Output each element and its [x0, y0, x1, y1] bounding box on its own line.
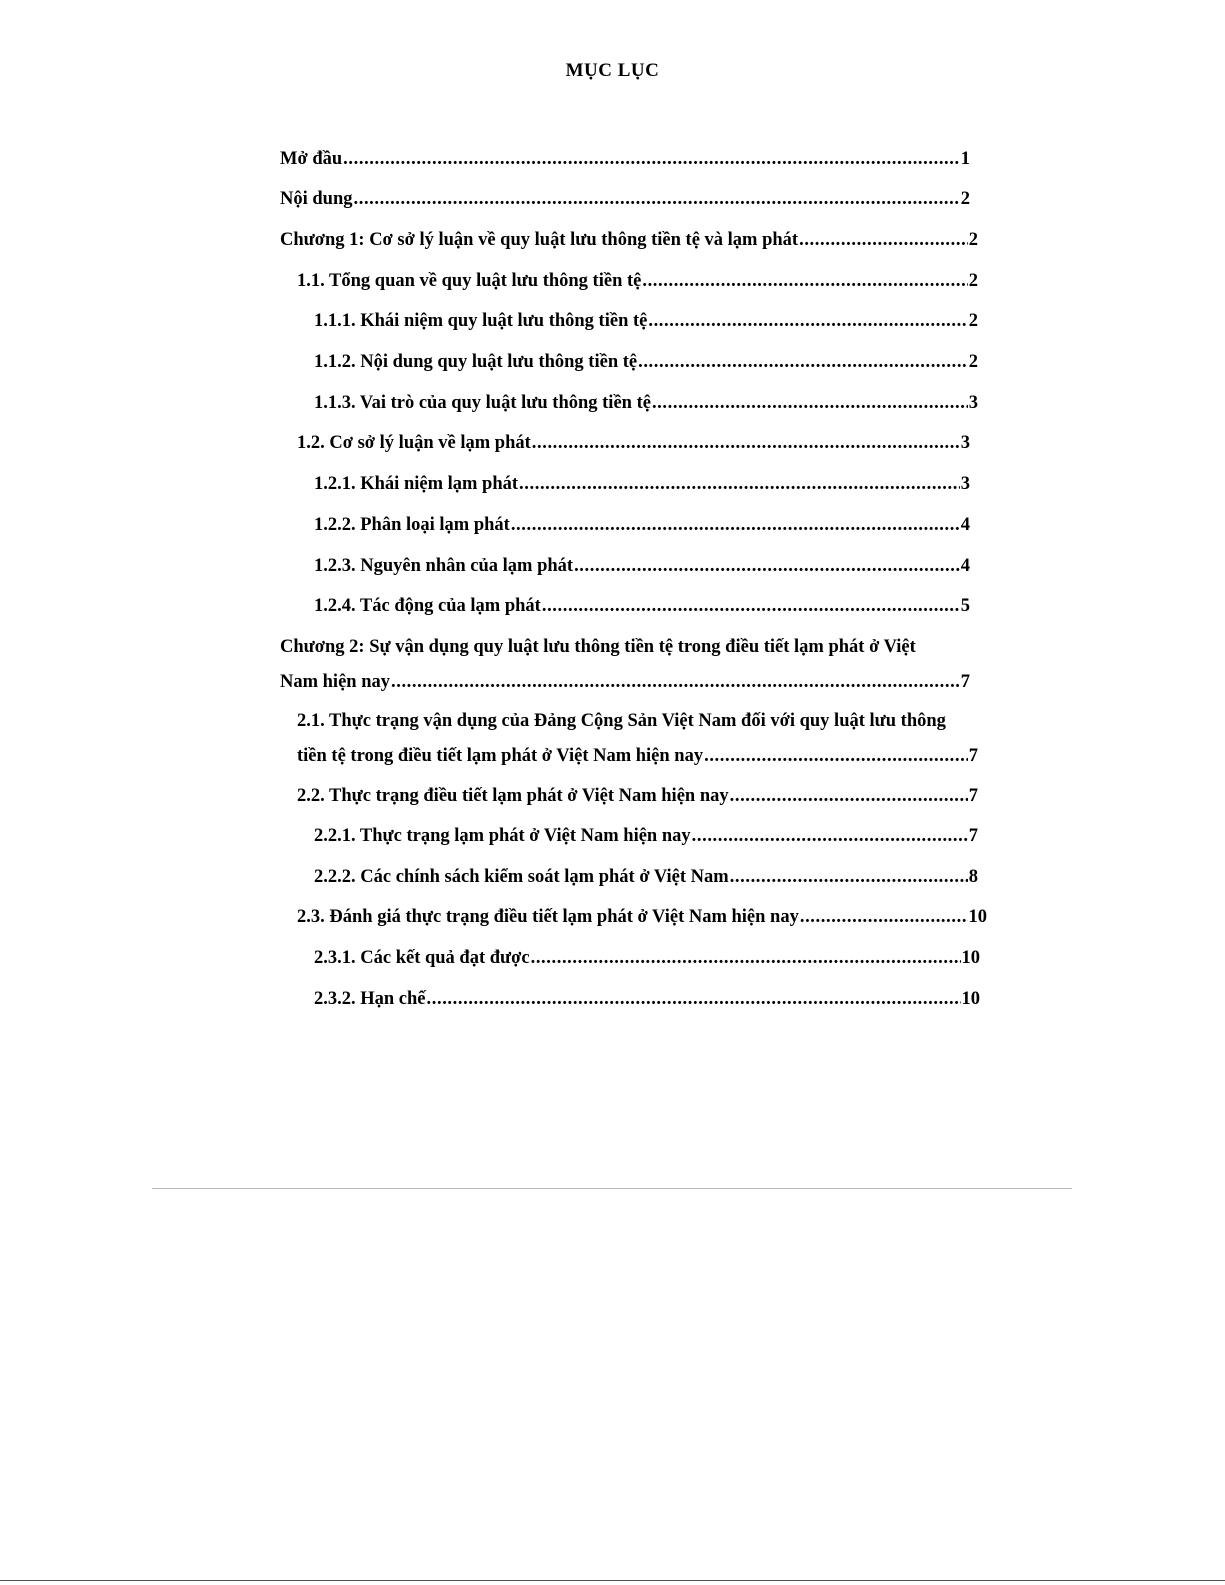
toc-entry-text: Nội dung — [280, 189, 353, 209]
toc-page-number: 2 — [968, 352, 978, 372]
toc-entry-text: 2.2. Thực trạng điều tiết lạm phát ở Việt Nam hiện nay — [297, 786, 729, 806]
toc-page-number: 2 — [968, 311, 978, 331]
toc-entry-text: 1.1.3. Vai trò của quy luật lưu thông tiền tệ — [314, 393, 651, 413]
toc-leader-dots — [542, 589, 960, 624]
toc-leader-dots — [638, 345, 968, 380]
toc-entry-text: Chương 1: Cơ sở lý luận về quy luật lưu thông tiền tệ và lạm phát — [280, 230, 799, 250]
toc-entry-mo-dau[interactable] — [280, 142, 970, 177]
toc-page-number: 3 — [968, 393, 978, 413]
toc-leader-dots — [354, 182, 960, 217]
toc-page-number: 7 — [960, 672, 970, 692]
toc-leader-dots — [511, 508, 960, 543]
toc-leader-dots — [799, 223, 968, 258]
toc-entry-text-line2: tiền tệ trong điều tiết lạm phát ở Việt Nam hiện nay — [297, 746, 704, 766]
toc-entry-text: 1.1.2. Nội dung quy luật lưu thông tiền tệ — [314, 352, 638, 372]
toc-leader-dots — [730, 860, 968, 895]
toc-page-number: 8 — [968, 867, 978, 887]
toc-leader-dots — [692, 819, 968, 854]
toc-entry-1-1-2[interactable] — [314, 345, 978, 380]
toc-entry-chuong-1[interactable] — [280, 223, 978, 258]
toc-page-number: 10 — [961, 989, 980, 1009]
page-title: MỤC LỤC — [565, 60, 660, 81]
toc-leader-dots — [704, 739, 968, 774]
toc-leader-dots — [574, 549, 960, 584]
toc-entry-text: Mở đầu — [280, 149, 343, 169]
toc-leader-dots — [642, 264, 967, 299]
toc-entry-text-line2: Nam hiện nay — [280, 672, 390, 692]
toc-entry-2-2[interactable] — [297, 779, 978, 814]
toc-page-number: 2 — [968, 271, 978, 291]
toc-entry-text: 2.3. Đánh giá thực trạng điều tiết lạm phát ở Việt Nam hiện nay — [297, 907, 799, 927]
toc-page-number: 7 — [968, 826, 978, 846]
toc-leader-dots — [648, 304, 967, 339]
toc-page-number: 5 — [960, 596, 970, 616]
toc-entry-2-2-1[interactable] — [314, 819, 978, 854]
toc-page-number: 1 — [960, 149, 970, 169]
toc-entry-text: 2.3.1. Các kết quả đạt được — [314, 948, 530, 968]
toc-entry-1-1-1[interactable] — [314, 304, 978, 339]
toc-entry-text: 1.2.2. Phân loại lạm phát — [314, 515, 510, 535]
toc-entry-text: 1.2.4. Tác động của lạm phát — [314, 596, 541, 616]
toc-entry-text: 2.3.2. Hạn chế — [314, 989, 426, 1009]
toc-page-number: 2 — [960, 189, 970, 209]
toc-entry-text-line1: 2.1. Thực trạng vận dụng của Đảng Cộng Sản Việt Nam đối với quy luật lưu thông — [297, 711, 946, 731]
toc-leader-dots — [531, 941, 961, 976]
toc-page-number: 10 — [968, 907, 987, 927]
toc-leader-dots — [343, 142, 960, 177]
page-bottom-edge — [0, 1580, 1225, 1581]
toc-leader-dots — [652, 386, 968, 421]
toc-entry-noi-dung[interactable] — [280, 182, 970, 217]
toc-leader-dots — [532, 426, 960, 461]
toc-entry-2-3[interactable] — [297, 900, 987, 935]
toc-leader-dots — [427, 982, 961, 1017]
toc-page-number: 3 — [960, 474, 970, 494]
toc-entry-2-3-2[interactable] — [314, 982, 980, 1017]
toc-entry-text: 1.2.1. Khái niệm lạm phát — [314, 474, 519, 494]
toc-entry-2-3-1[interactable] — [314, 941, 980, 976]
toc-leader-dots — [391, 665, 960, 700]
toc-entry-1-2-1[interactable] — [314, 467, 970, 502]
toc-page-number: 7 — [968, 786, 978, 806]
toc-entry-text: 1.1. Tổng quan về quy luật lưu thông tiền tệ — [297, 271, 642, 291]
toc-page-number: 4 — [960, 515, 970, 535]
toc-entry-text: 1.1.1. Khái niệm quy luật lưu thông tiền tệ — [314, 311, 648, 331]
toc-page-number: 7 — [968, 746, 978, 766]
toc-entry-text: 2.2.1. Thực trạng lạm phát ở Việt Nam hiện nay — [314, 826, 691, 846]
toc-entry-1-2-3[interactable] — [314, 549, 970, 584]
toc-entry-chuong-2[interactable] — [280, 630, 970, 700]
toc-entry-1-1-3[interactable] — [314, 386, 978, 421]
toc-page-number: 3 — [960, 433, 970, 453]
toc-entry-2-2-2[interactable] — [314, 860, 978, 895]
toc-entry-1-2-4[interactable] — [314, 589, 970, 624]
toc-entry-text-line1: Chương 2: Sự vận dụng quy luật lưu thông tiền tệ trong điều tiết lạm phát ở Việt — [280, 637, 916, 657]
toc-entry-text: 1.2.3. Nguyên nhân của lạm phát — [314, 556, 574, 576]
toc-leader-dots — [800, 900, 968, 935]
toc-entry-text: 2.2.2. Các chính sách kiểm soát lạm phát ở Việt Nam — [314, 867, 729, 887]
toc-page-number: 2 — [968, 230, 978, 250]
toc-page-number: 4 — [960, 556, 970, 576]
page-divider — [152, 1188, 1072, 1189]
toc-entry-1-1[interactable] — [297, 264, 978, 299]
toc-entry-2-1[interactable] — [297, 704, 978, 774]
toc-entry-1-2-2[interactable] — [314, 508, 970, 543]
toc-entry-1-2[interactable] — [297, 426, 970, 461]
toc-page-number: 10 — [961, 948, 980, 968]
toc-leader-dots — [730, 779, 968, 814]
toc-entry-text: 1.2. Cơ sở lý luận về lạm phát — [297, 433, 531, 453]
toc-leader-dots — [519, 467, 960, 502]
